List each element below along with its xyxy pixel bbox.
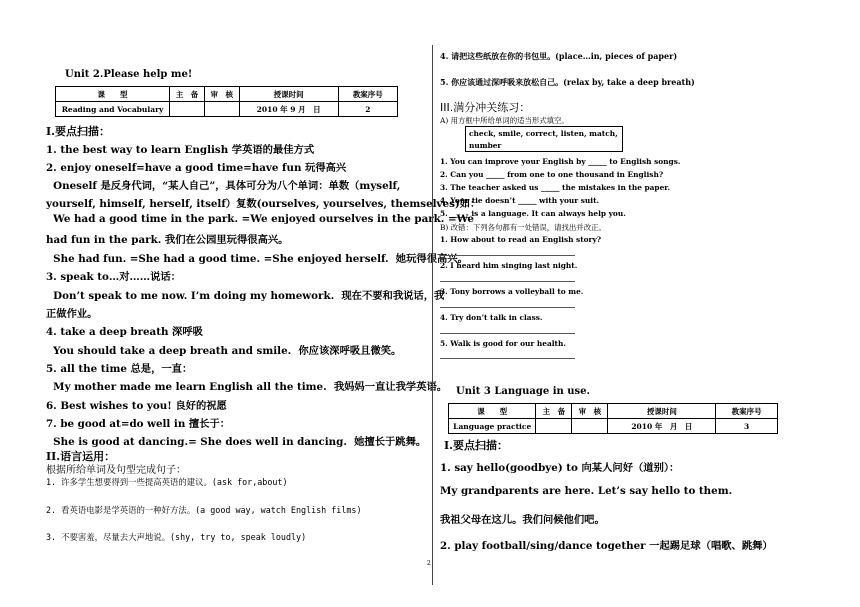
table-cell: 2 bbox=[338, 102, 397, 117]
point-line: My mother made me learn English all the time. 我妈妈一直让我学英语。 bbox=[46, 381, 448, 393]
fill-blank-item: 5. _____ is a language. It can always help you. bbox=[440, 209, 626, 218]
page-number: 2 bbox=[427, 560, 431, 567]
fill-blank-item: 1. You can improve your English by _____ to English songs. bbox=[440, 157, 681, 166]
table-cell bbox=[572, 419, 608, 434]
fill-blank-item: 3. The teacher asked us _____ the mistakes in the paper. bbox=[440, 183, 671, 192]
table-row bbox=[449, 419, 778, 434]
point-line: yourself, himself, herself, itself）复数(ourselves, yourselves, themselves)如： bbox=[46, 198, 481, 210]
table-cell: 2010 年 9 月 日 bbox=[239, 102, 338, 117]
table-row bbox=[449, 404, 778, 419]
table-cell: 教案序号 bbox=[716, 404, 778, 419]
point-line: My grandparents are here. Let’s say hello to them. bbox=[440, 485, 733, 497]
section-heading: I.要点扫描： bbox=[444, 439, 508, 452]
point-line: 5. all the time 总是，一直： bbox=[46, 363, 193, 375]
fill-blank-item: 2. Can you _____ from one to one thousand in English? bbox=[440, 170, 664, 179]
table-cell: 教案序号 bbox=[338, 87, 397, 102]
exercise-item: 2. 看英语电影是学英语的一种好方法。(a good way, watch English films) bbox=[46, 505, 362, 515]
point-line: She is good at dancing.= She does well in dancing. 她擅长于跳舞。 bbox=[46, 436, 427, 448]
table-cell: 主 备 bbox=[170, 87, 205, 102]
point-line: 2. enjoy oneself=have a good time=have fun 玩得高兴 bbox=[46, 162, 347, 174]
section-heading: II.语言运用： bbox=[46, 450, 116, 463]
answer-line bbox=[440, 358, 575, 359]
point-line: You should take a deep breath and smile. 你应该深呼吸且微笑。 bbox=[46, 345, 402, 357]
point-line: 7. be good at=do well in 擅长于： bbox=[46, 418, 231, 430]
table-cell: 审 核 bbox=[572, 404, 608, 419]
point-line: We had a good time in the park. =We enjoyed ourselves in the park. =We bbox=[46, 213, 474, 225]
section-instruction: B) 改错：下列各句都有一处错误，请找出并改正。 bbox=[440, 223, 606, 232]
exercise-item: 5. 你应该通过深呼吸来放松自己。(relax by, take a deep breath) bbox=[440, 77, 695, 87]
section-heading: I.要点扫描： bbox=[46, 125, 110, 138]
point-line: had fun in the park. 我们在公园里玩得很高兴。 bbox=[46, 234, 289, 246]
word-box: check, smile, correct, listen, match, number bbox=[465, 126, 623, 152]
point-line: She had fun. =She had a good time. =She enjoyed herself. 她玩得很高兴。 bbox=[46, 253, 468, 265]
exercise-item: 1. 许多学生想要得到一些提高英语的建议。(ask for,about) bbox=[46, 477, 288, 487]
table-cell bbox=[170, 102, 205, 117]
correction-item: 1. How about to read an English story? bbox=[440, 235, 602, 244]
point-line: 1. say hello(goodbye) to 向某人问好（道别）： bbox=[440, 462, 680, 474]
answer-line bbox=[440, 255, 575, 256]
point-line: 正做作业。 bbox=[46, 308, 98, 320]
point-line: 我祖父母在这儿。我们问候他们吧。 bbox=[440, 514, 605, 526]
point-line: 6. Best wishes to you! 良好的祝愿 bbox=[46, 400, 227, 412]
point-line: 3. speak to…对……说话： bbox=[46, 271, 181, 283]
section-instruction: 根据所给单词及句型完成句子： bbox=[46, 465, 186, 476]
table-row bbox=[56, 102, 398, 117]
section-instruction: A) 用方框中所给单词的适当形式填空。 bbox=[440, 116, 569, 125]
unit3-title: Unit 3 Language in use. bbox=[456, 386, 590, 397]
point-line: 2. play football/sing/dance together 一起踢足球（唱歌、跳舞） bbox=[440, 540, 773, 552]
table-cell: 2010 年 月 日 bbox=[608, 419, 716, 434]
correction-item: 3. Tony borrows a volleyball to me. bbox=[440, 287, 584, 296]
table-cell: 课 型 bbox=[56, 87, 170, 102]
answer-line bbox=[440, 307, 575, 308]
unit3-meta-table bbox=[448, 403, 778, 434]
table-cell: 授课时间 bbox=[239, 87, 338, 102]
correction-item: 5. Walk is good for our health. bbox=[440, 339, 566, 348]
column-divider bbox=[432, 45, 433, 585]
table-cell bbox=[536, 419, 572, 434]
fill-blank-item: 4. Your tie doesn’t _____ with your suit. bbox=[440, 196, 600, 205]
unit2-title: Unit 2.Please help me! bbox=[65, 69, 193, 80]
table-cell bbox=[204, 102, 239, 117]
table-cell: Language practice bbox=[449, 419, 536, 434]
table-row bbox=[56, 87, 398, 102]
table-cell: 课 型 bbox=[449, 404, 536, 419]
point-line: Oneself 是反身代词，“某人自己”，具体可分为八个单词：单数（myself, bbox=[46, 180, 401, 192]
point-line: Don’t speak to me now. I’m doing my homework. 现在不要和我说话，我 bbox=[46, 290, 445, 302]
point-line: 1. the best way to learn English 学英语的最佳方式 bbox=[46, 144, 315, 156]
point-line: 4. take a deep breath 深呼吸 bbox=[46, 326, 203, 338]
exercise-item: 3. 不要害羞，尽量去大声地说。(shy, try to, speak loudly) bbox=[46, 532, 307, 542]
table-cell: Reading and Vocabulary bbox=[56, 102, 170, 117]
correction-item: 4. Try don’t talk in class. bbox=[440, 313, 543, 322]
exercise-item: 4. 请把这些纸放在你的书包里。(place…in, pieces of paper) bbox=[440, 51, 678, 61]
table-cell: 审 核 bbox=[204, 87, 239, 102]
answer-line bbox=[440, 333, 575, 334]
answer-line bbox=[440, 281, 575, 282]
table-cell: 3 bbox=[716, 419, 778, 434]
table-cell: 主 备 bbox=[536, 404, 572, 419]
section-heading: III.满分冲关练习： bbox=[440, 101, 531, 114]
unit2-meta-table bbox=[55, 86, 398, 117]
table-cell: 授课时间 bbox=[608, 404, 716, 419]
correction-item: 2. I heard him singing last night. bbox=[440, 261, 578, 270]
